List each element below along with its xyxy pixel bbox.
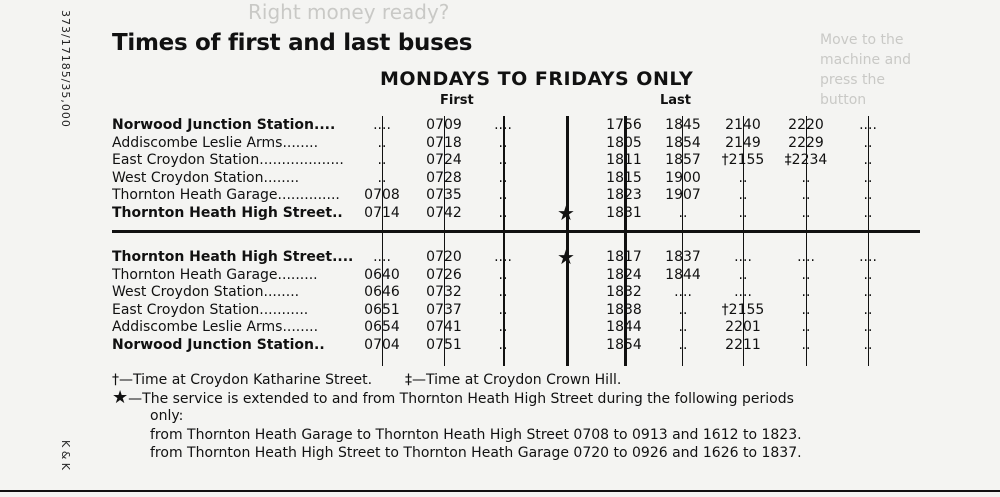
time-cell: 0742: [426, 205, 462, 221]
time-cell: 2149: [725, 134, 761, 151]
time-cell: 1838: [606, 301, 642, 318]
time-cell: 1831: [606, 205, 642, 221]
time-cell: 0751: [426, 337, 462, 353]
stop-name: West Croydon Station........: [112, 284, 300, 301]
time-cell: †2155: [721, 152, 765, 169]
time-cell: ..: [801, 284, 811, 301]
time-cell: ..: [377, 152, 387, 169]
time-cell: ..: [863, 284, 873, 301]
time-cell: ..: [678, 337, 688, 353]
time-cell: 0640: [364, 266, 400, 283]
stop-name: Addiscombe Leslie Arms........: [112, 134, 319, 151]
time-cell: 1854: [665, 134, 701, 151]
time-cell: 0737: [426, 301, 462, 318]
time-cell: ..: [678, 319, 688, 336]
time-cell: ..: [863, 301, 873, 318]
table-row: [112, 336, 902, 354]
time-cell: ..: [498, 205, 508, 221]
time-cell: ..: [863, 205, 873, 221]
time-cell: 0714: [364, 205, 400, 221]
stop-name: West Croydon Station........: [112, 169, 300, 186]
time-cell: ....: [373, 249, 391, 265]
stop-name: Thornton Heath High Street....: [112, 249, 354, 265]
time-cell: ..: [498, 284, 508, 301]
time-cell: ..: [863, 319, 873, 336]
stop-name: Thornton Heath Garage..............: [112, 187, 340, 204]
table-row: [112, 266, 902, 284]
time-cell: ..: [498, 134, 508, 151]
stop-name: East Croydon Station...........: [112, 301, 309, 318]
time-cell: 0732: [426, 284, 462, 301]
time-cell: 0741: [426, 319, 462, 336]
time-cell: ..: [863, 134, 873, 151]
time-cell: 0651: [364, 301, 400, 318]
time-cell: 1824: [606, 266, 642, 283]
table-row: [112, 169, 902, 187]
note-double-dagger: ‡—Time at Croydon Crown Hill.: [405, 372, 622, 388]
stop-name: Thornton Heath High Street..: [112, 205, 343, 221]
time-cell: ..: [863, 152, 873, 169]
time-cell: ..: [738, 187, 748, 204]
time-cell: 0724: [426, 152, 462, 169]
time-cell: ..: [738, 169, 748, 186]
print-code: 373/17185/35,000: [59, 10, 72, 128]
time-cell: 1815: [606, 169, 642, 186]
time-cell: ....: [373, 117, 391, 133]
time-cell: 1832: [606, 284, 642, 301]
time-cell: ..: [498, 337, 508, 353]
table-row: [112, 201, 902, 225]
time-cell: 0728: [426, 169, 462, 186]
time-cell: 0654: [364, 319, 400, 336]
time-cell: 1857: [665, 152, 701, 169]
time-cell: ....: [859, 249, 877, 265]
time-cell: 1845: [665, 117, 701, 133]
time-cell: 2201: [725, 319, 761, 336]
time-cell: 2140: [725, 117, 761, 133]
table-row: [112, 301, 902, 319]
time-cell: 2229: [788, 134, 824, 151]
time-cell: ..: [863, 337, 873, 353]
time-cell: 2220: [788, 117, 824, 133]
time-cell: 0735: [426, 187, 462, 204]
time-cell: 1844: [665, 266, 701, 283]
time-cell: ..: [498, 266, 508, 283]
time-cell: ..: [377, 134, 387, 151]
time-cell: 0708: [364, 187, 400, 204]
time-cell: 1837: [665, 249, 701, 265]
table-row: [112, 318, 902, 336]
time-cell: ....: [734, 249, 752, 265]
show-through-text: Right money ready?: [248, 0, 450, 24]
time-cell: 1823: [606, 187, 642, 204]
time-cell: †2155: [721, 301, 765, 318]
column-header-first: First: [440, 93, 474, 108]
time-cell: ..: [498, 319, 508, 336]
time-cell: 0720: [426, 249, 462, 265]
time-cell: ....: [494, 117, 512, 133]
time-cell: 0718: [426, 134, 462, 151]
time-cell: 1811: [606, 152, 642, 169]
table-row: [112, 116, 902, 134]
time-cell: 2211: [725, 337, 761, 353]
time-cell: 1756: [606, 117, 642, 133]
time-cell: ..: [738, 205, 748, 221]
time-cell: ..: [498, 169, 508, 186]
note-dagger: †—Time at Croydon Katharine Street.: [112, 372, 373, 388]
printer-mark: K & K: [59, 440, 72, 470]
time-cell: ..: [863, 169, 873, 186]
star-note-line: from Thornton Heath Garage to Thornton Heath High Street 0708 to 0913 and 1612 to 1823.: [150, 427, 802, 443]
table-row: [112, 245, 902, 269]
page-title: Times of first and last buses: [112, 30, 473, 56]
time-cell: ..: [377, 169, 387, 186]
time-cell: 0726: [426, 266, 462, 283]
time-cell: 1907: [665, 187, 701, 204]
column-header-last: Last: [660, 93, 692, 108]
time-cell: ..: [738, 266, 748, 283]
time-cell: 1844: [606, 319, 642, 336]
star-note: [112, 389, 794, 408]
star-icon: ★: [557, 245, 575, 269]
time-cell: ....: [797, 249, 815, 265]
show-through-text: Move to the machine and press the button: [820, 32, 911, 108]
time-cell: 0704: [364, 337, 400, 353]
time-cell: ..: [498, 187, 508, 204]
star-icon: ★: [557, 201, 575, 225]
star-note-line: only:: [150, 408, 184, 424]
time-cell: ..: [801, 187, 811, 204]
table-row: [112, 186, 902, 204]
time-cell: ‡2234: [784, 152, 828, 169]
table-row: [112, 134, 902, 152]
time-cell: ..: [801, 319, 811, 336]
time-cell: ..: [863, 266, 873, 283]
time-cell: ..: [801, 337, 811, 353]
time-cell: 1817: [606, 249, 642, 265]
time-cell: ..: [801, 266, 811, 283]
time-cell: ..: [678, 205, 688, 221]
time-cell: ..: [498, 301, 508, 318]
time-cell: ..: [801, 205, 811, 221]
table-row: [112, 151, 902, 169]
star-note-line: —The service is extended to and from Thornton Heath High Street during the following periods: [128, 391, 794, 407]
page-subtitle: MONDAYS TO FRIDAYS ONLY: [380, 68, 694, 90]
bottom-edge-rule: [0, 490, 1000, 492]
time-cell: ..: [801, 169, 811, 186]
time-cell: ..: [498, 152, 508, 169]
time-cell: 1805: [606, 134, 642, 151]
time-cell: 0646: [364, 284, 400, 301]
time-cell: ....: [494, 249, 512, 265]
time-cell: ..: [801, 301, 811, 318]
star-icon: ★: [112, 387, 129, 408]
stop-name: East Croydon Station...................: [112, 152, 344, 169]
time-cell: ....: [859, 117, 877, 133]
time-cell: 1854: [606, 337, 642, 353]
time-cell: 0709: [426, 117, 462, 133]
stop-name: Norwood Junction Station....: [112, 117, 336, 133]
stop-name: Addiscombe Leslie Arms........: [112, 319, 319, 336]
time-cell: ....: [674, 284, 692, 301]
table-row: [112, 283, 902, 301]
time-cell: ..: [863, 187, 873, 204]
stop-name: Norwood Junction Station..: [112, 337, 325, 353]
section-divider: [112, 230, 920, 233]
time-cell: 1900: [665, 169, 701, 186]
stop-name: Thornton Heath Garage.........: [112, 266, 318, 283]
time-cell: ..: [678, 301, 688, 318]
time-cell: ....: [734, 284, 752, 301]
star-note-line: from Thornton Heath High Street to Thornton Heath Garage 0720 to 0926 and 1626 to 1837.: [150, 445, 802, 461]
footnotes: [112, 371, 621, 389]
